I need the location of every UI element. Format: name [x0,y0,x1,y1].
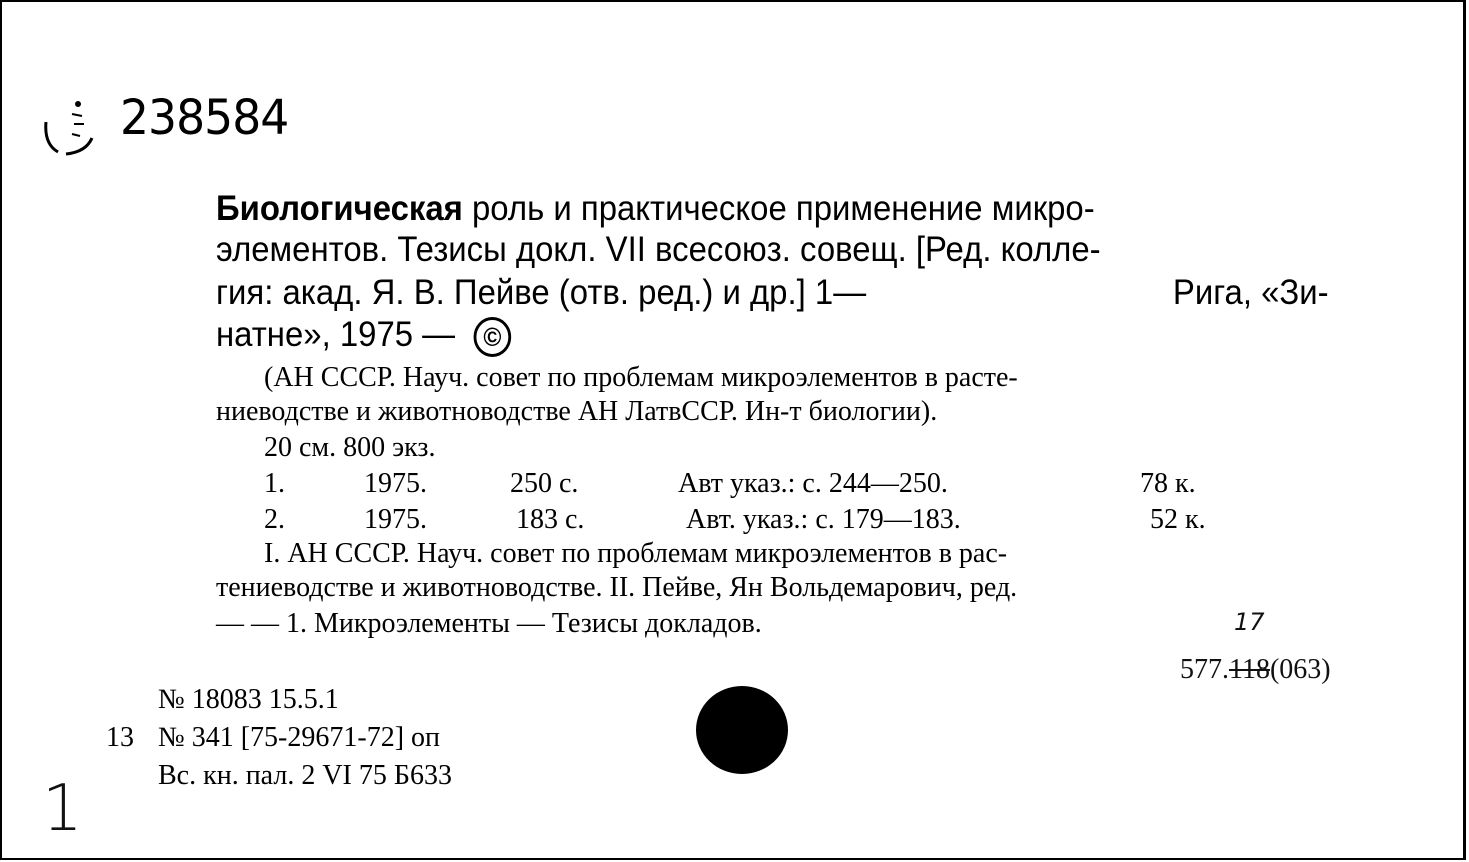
copyright-icon: © [474,317,512,357]
catalog-number: 238584 [120,90,289,146]
tracing-line-3: — — 1. Микроэлементы — Тезисы докладов. [216,608,762,639]
handwritten-digit: 1 [42,772,83,846]
series-line-1: (АН СССР. Науч. совет по проблемам микроэлементов в расте- [264,362,1018,393]
volume-row-2: 2. 1975. 183 с. Авт. указ.: с. 179—183. 52 к. [264,504,1206,535]
tracing-line-2: тениеводстве и животноводстве. II. Пейве, Ян Вольдемарович, ред. [216,572,1018,603]
series-line-2: ниеводстве и животноводстве АН ЛатвССР. Ин-т биологии). [216,396,938,427]
udc-classification: 577.118(063) [1180,654,1331,685]
format-line: 20 см. 800 экз. [264,432,436,463]
title-line-1: Биологическая роль и практическое применение микро- [216,189,1095,228]
library-stamp-icon [38,94,102,158]
imprint-line-2-prefix: 13 [106,722,134,753]
marginal-note: 17 [1234,608,1265,636]
imprint-line-3: Вс. кн. пал. 2 VI 75 Б633 [158,760,452,791]
tracing-line-1: I. АН СССР. Науч. совет по проблемам микроэлементов в рас- [264,538,1008,569]
punch-hole [696,686,788,774]
title-line-4: натне», 1975 — © [216,312,511,358]
title-line-2: элементов. Тезисы докл. VII всесоюз. совещ. [Ред. колле- [216,230,1101,269]
imprint-line-2: № 341 [75-29671-72] оп [158,722,440,753]
imprint-line-1: № 18083 15.5.1 [158,684,339,715]
volume-row-1: 1. 1975. 250 с. Авт указ.: с. 244—250. 78 к. [264,468,1196,499]
title-line-3: гия: акад. Я. В. Пейве (отв. ред.) и др.] 1— Рига, «Зи- [216,273,1329,312]
title-bold: Биологическая [216,189,463,228]
